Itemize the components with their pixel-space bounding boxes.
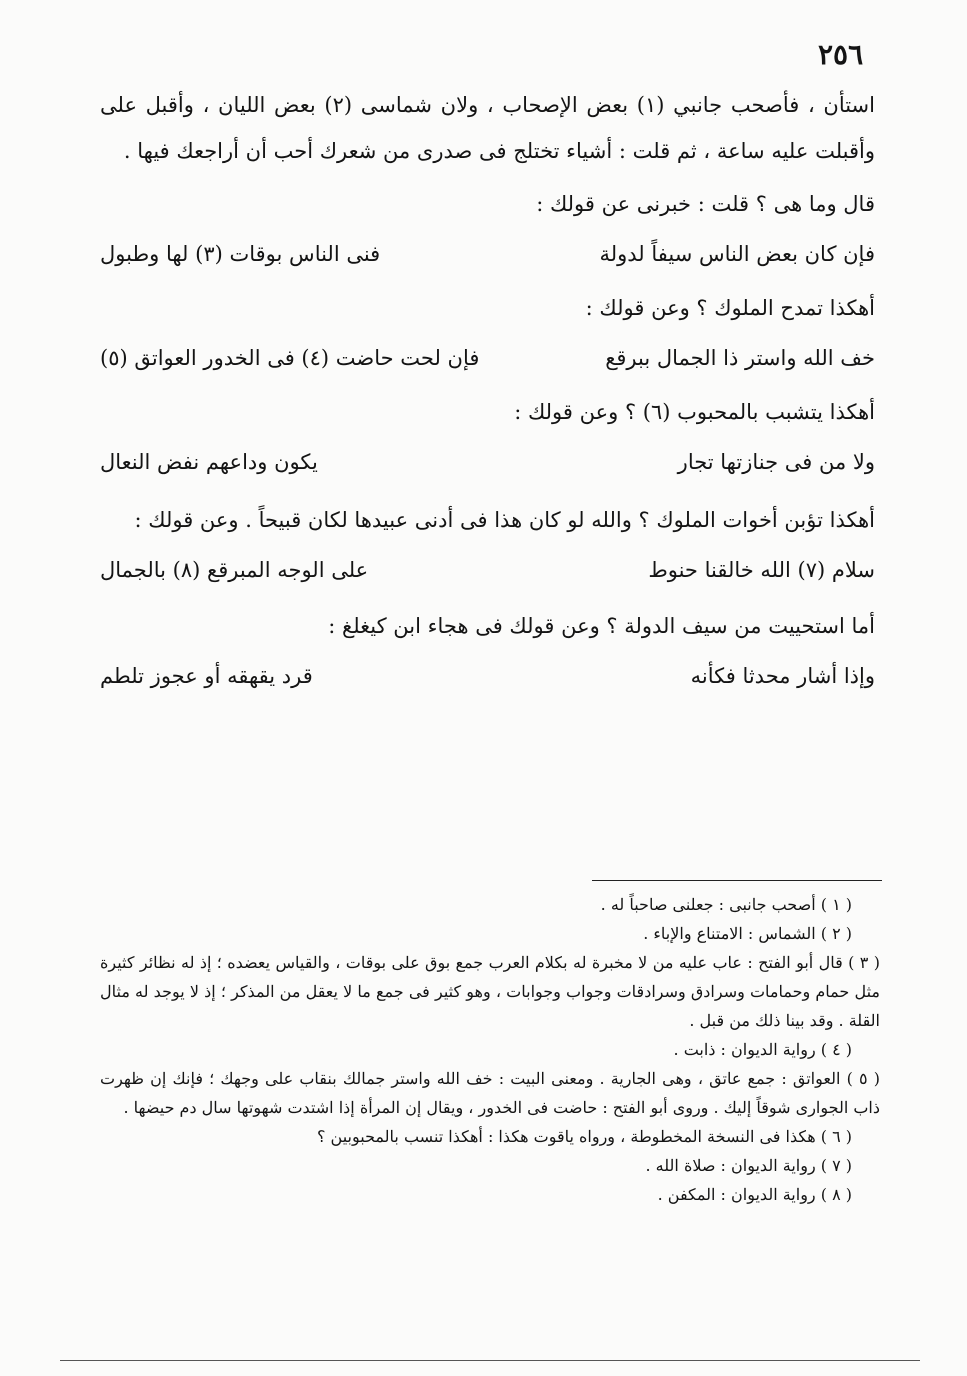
footnotes [100,890,880,1209]
verse-second-hemistich: على الوجه المبرقع (٨) بالجمال [100,558,369,582]
footnote: ( ٦ ) هكذا فى النسخة المخطوطة ، ورواه ياقوت هكذا : أهكذا تنسب بالمحبوبين ؟ [316,1127,852,1146]
footnote: ( ٢ ) الشماس : الامتناع والإباء . [643,924,852,943]
verse-first-hemistich: خف الله واستر ذا الجمال ببرقع [605,346,875,370]
verse-second-hemistich: يكون وداعهم نفض النعال [100,450,318,474]
intro-line: أهكذا يتشبب بالمحبوب (٦) ؟ وعن قولك : [514,400,875,424]
paragraph-middle: أهكذا تؤبن أخوات الملوك ؟ والله لو كان هذا فى أدنى عبيدها لكان قبيحاً . وعن قولك : [134,508,875,532]
verse-first-hemistich: ولا من فى جنازتها تجار [677,450,875,474]
footnote: ( ٥ ) العواتق : جمع عاتق ، وهى الجارية . ومعنى البيت : خف الله واستر جمالك بنقاب على وجهك ؛ فإنك إن ظهرت ذاب الجوارى شوقاً إليك . وروى أبو الفتح : حاضت فى الخدور ، ويقال إن المرأة إذا اشتدت شهوتها سال دم حيضها . [100,1069,880,1117]
verse-line [100,540,875,600]
intro-line: أهكذا تمدح الملوك ؟ وعن قولك : [585,296,875,320]
verse-line [100,432,875,492]
verse-first-hemistich: وإذا أشار محدثا فكأنه [690,664,875,688]
verse-line [100,224,875,284]
verse-second-hemistich: قرد يقهقه أو عجوز تلطم [100,664,313,688]
paragraph-opening: استأن ، فأصحب جانبي (١) بعض الإصحاب ، ولان شماسى (٢) بعض الليان ، وأقبل على وأقبلت عليه ساعة ، ثم قلت : أشياء تختلج فى صدرى من شعرك أحب أن أراجعك فيها . [100,93,875,163]
verse-first-hemistich: فإن كان بعض الناس سيفاً لدولة [599,242,875,266]
verse-line [100,646,875,706]
footnote: ( ٣ ) قال أبو الفتح : عاب عليه من لا مخبرة له بكلام العرب جمع بوق على بوقات ، والقياس يعضده ؛ إذ له نظائر كثيرة مثل حمام وحمامات وسرادق وسرادقات وجواب وجوابات ، وهو كثير فى جمع ما لا يعقل من المذكر ؛ إذ لا يوجد له مثال القلة . وقد بينا ذلك من قبل . [100,953,881,1030]
page-bottom-edge [60,1360,920,1361]
verse-line [100,328,875,388]
intro-line: أما استحييت من سيف الدولة ؟ وعن قولك فى هجاء ابن كيغلغ : [328,614,875,638]
page-number: ٢٥٦ [818,38,864,71]
main-text [100,82,875,706]
verse-second-hemistich: فنى الناس بوقات (٣) لها وطبول [100,242,381,266]
footnote: ( ٤ ) رواية الديوان : ذابت . [673,1040,852,1059]
verse-second-hemistich: فإن لحت حاضت (٤) فى الخدور العواتق (٥) [100,346,480,370]
footnote-separator [592,880,882,881]
footnote: ( ٧ ) رواية الديوان : صلاة الله . [645,1156,852,1175]
footnote: ( ١ ) أصحب جانبى : جعلنى صاحباً له . [600,895,852,914]
verse-first-hemistich: سلام (٧) الله خالقنا حنوط [648,558,875,582]
intro-line: قال وما هى ؟ قلت : خبرنى عن قولك : [536,192,875,216]
footnote: ( ٨ ) رواية الديوان : المكفن . [657,1185,852,1204]
